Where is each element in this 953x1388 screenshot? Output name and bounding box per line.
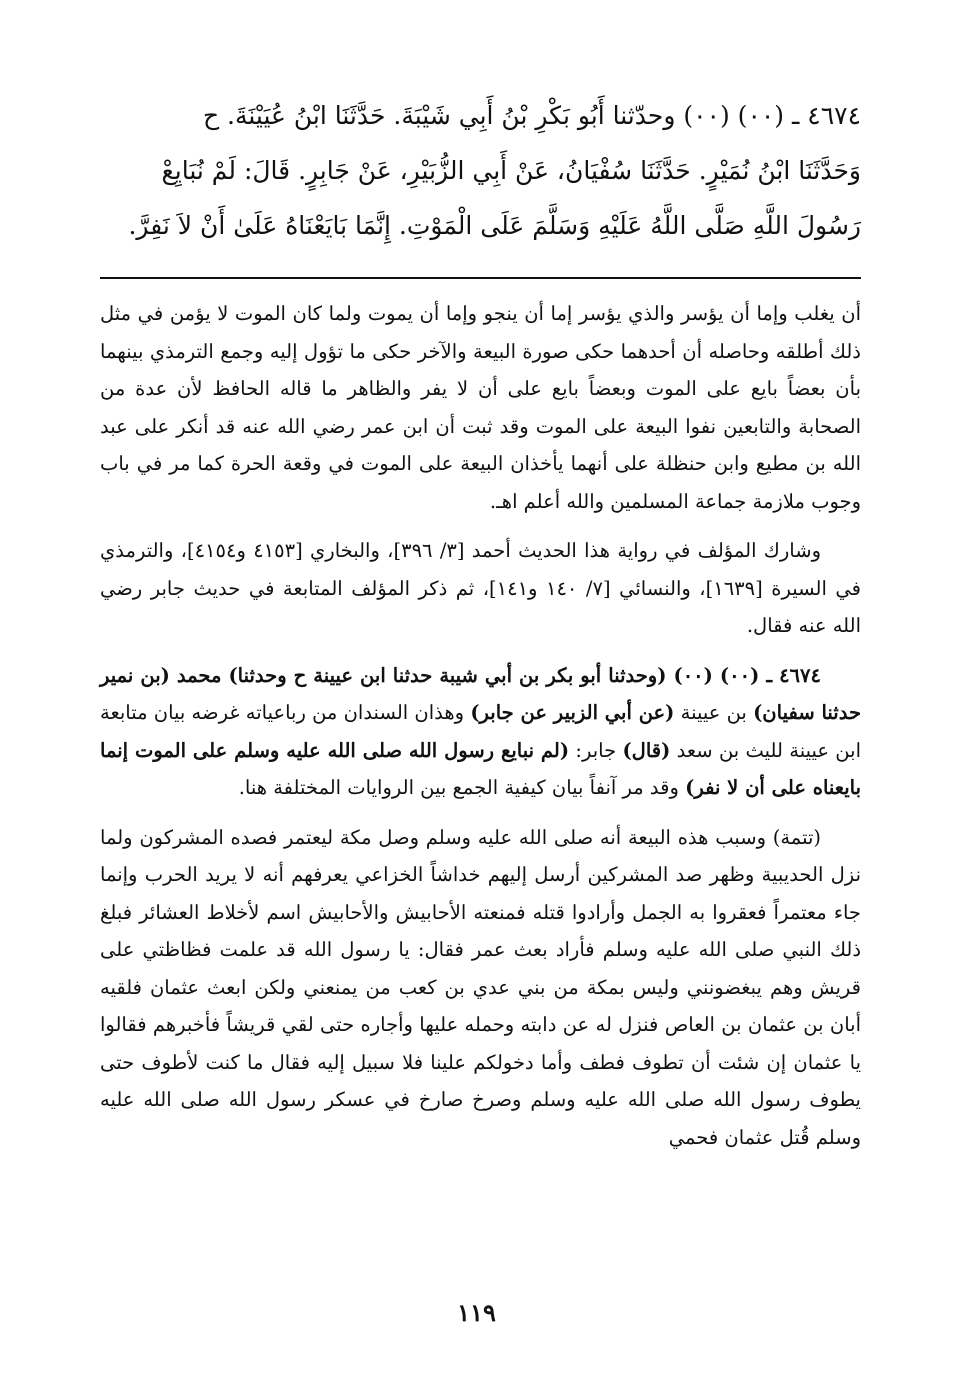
hadith-line-2: وَحَدَّثَنَا ابْنُ نُمَيْرٍ. حَدَّثَنَا سُفْيَانُ، عَنْ أَبِي الزُّبَيْرِ، عَنْ جَابِرٍ. قَالَ: لَمْ نُبَايِعْ bbox=[161, 156, 861, 185]
text-segment: وقد مر آنفاً بيان كيفية الجمع بين الروايات المختلفة هنا. bbox=[238, 776, 686, 799]
bold-segment: (عن أبي الزبير عن جابر) bbox=[470, 701, 675, 724]
main-hadith-text bbox=[100, 88, 861, 253]
hadith-line-1: ٤٦٧٤ ـ (٠٠) (٠٠) وحدّثنا أَبُو بَكْرِ بْنُ أَبِي شَيْبَةَ. حَدَّثَنَا ابْنُ عُيَيْنَةَ. ح bbox=[202, 101, 861, 130]
bold-segment: (قال) bbox=[622, 738, 671, 762]
commentary-section bbox=[100, 295, 861, 1156]
bold-segment: (لم نبايع رسول الله صلى الله عليه وسلم على الموت إنما بايعناه على أن لا نفر) bbox=[100, 738, 861, 799]
paragraph-gap bbox=[100, 645, 861, 657]
paragraph-gap bbox=[100, 807, 861, 819]
commentary-paragraph-1: أن يغلب وإما أن يؤسر والذي يؤسر إما أن ينجو وإما أن يموت ولما كان الموت لا يؤمن في مثل ذلك أطلقه وحاصله أن أحدهما حكى صورة البيعة والآخر حكى ما تؤول إليه وجمع الترمذي بينهما بأن بعضاً بايع على الموت وبعضاً بايع على أن لا يفر والظاهر ما قاله الحافظ لأن عدة من الصحابة والتابعين نفوا البيعة على الموت وقد ثبت أن ابن عمر رضي الله عنه قد أنكر على عبد الله بن مطيع وابن حنظلة على أنهما يأخذان البيعة على الموت في وقعة الحرة كما مر في باب وجوب ملازمة جماعة المسلمين والله أعلم اهـ. bbox=[100, 302, 861, 513]
bold-segment: ٤٦٧٤ ـ (٠٠) (٠٠) (وحدثنا أبو بكر بن أبي شيبة حدثنا ابن عيينة ح وحدثنا) محمد (بن نمير حدثنا سفيان) bbox=[100, 663, 861, 724]
page-number: ١١٩ bbox=[457, 1298, 496, 1327]
hadith-line-3: رَسُولَ اللَّهِ صَلَّى اللَّهُ عَلَيْهِ وَسَلَّمَ عَلَى الْمَوْتِ. إِنَّمَا بَايَعْنَاهُ عَلَىٰ أَنْ لاَ نَفِرَّ. bbox=[128, 211, 861, 240]
paragraph-gap bbox=[100, 520, 861, 532]
commentary-paragraph-4: (تتمة) وسبب هذه البيعة أنه صلى الله عليه وسلم وصل مكة ليعتمر فصده المشركون ولما نزل الحديبية وظهر صد المشركين أرسل إليهم خداشاً الخزاعي يعرفهم أنه لا يريد الحرب وإنما جاء معتمراً فعقروا به الجمل وأرادوا قتله فمنعته الأحابيش والأحابيش اسم لأخلاط العشائر فبلغ ذلك النبي صلى الله عليه وسلم فأراد بعث عمر فقال: يا رسول الله قد علمت فظاظتي على قريش وهم يبغضونني وليس بمكة من بني عدي بن كعب من يمنعني ولكن ابعث عثمان فلقيه أبان بن عثمان بن العاص فنزل له عن دابته وحمله عليها وأجاره حتى لقي قريشاً فأخبرهم فقالوا يا عثمان إن شئت أن تطوف فطف وأما دخولكم علينا فلا سبيل إليه فقال ما كنت لأطوف حتى يطوف رسول الله صلى الله عليه وسلم وصرخ صارخ في عسكر رسول الله صلى الله عليه وسلم قُتل عثمان فحمي bbox=[100, 825, 861, 1149]
footnote-divider bbox=[100, 277, 861, 279]
commentary-paragraph-2: وشارك المؤلف في رواية هذا الحديث أحمد [٣/ ٣٩٦]، والبخاري [٤١٥٣ و٤١٥٤]، والترمذي في السيرة [١٦٣٩]، والنسائي [٧/ ١٤٠ و١٤١]، ثم ذكر المؤلف المتابعة في حديث جابر رضي الله عنه فقال. bbox=[100, 539, 861, 637]
commentary-paragraph-3 bbox=[100, 657, 861, 807]
text-segment: بن عيينة bbox=[674, 701, 754, 724]
text-segment: وهذان السندان من رباعياته غرضه بيان متابعة ابن عيينة لليث بن سعد bbox=[100, 701, 861, 762]
text-segment: جابر: bbox=[569, 738, 623, 762]
